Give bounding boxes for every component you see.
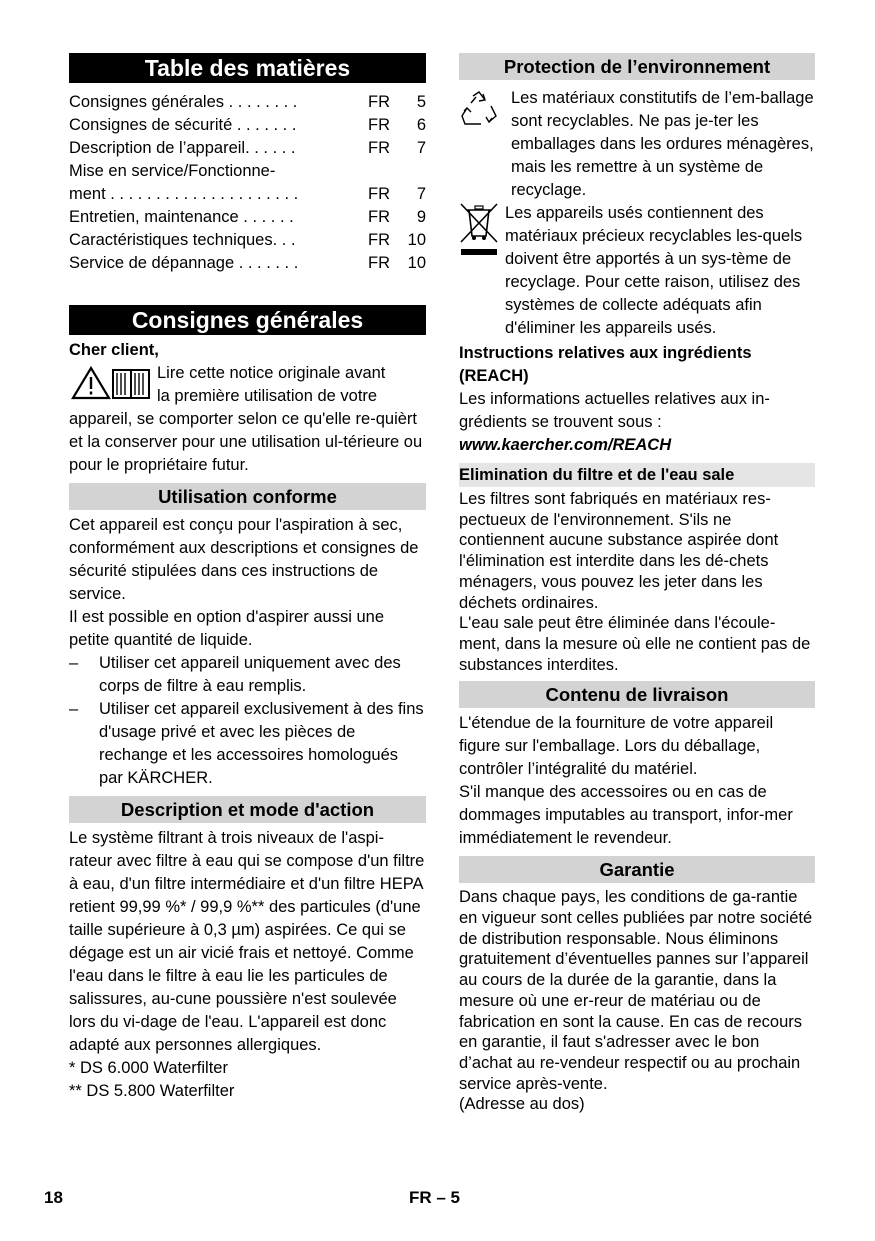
intro-line-2: la première utilisation de votre [157,387,378,405]
delivery-paragraph-2: S'il manque des accessoires ou en cas de dommages imputables au transport, infor-mer immédiatement le revendeur. [459,783,793,848]
page-number: 18 [44,1188,63,1207]
toc-row[interactable]: Entretien, maintenance . . . . . . FR 9 [69,208,426,226]
toc-row[interactable]: Consignes de sécurité . . . . . . . FR 6 [69,116,426,134]
list-item: – Utiliser cet appareil exclusivement à des fins d'usage privé et avec les pièces de rechange et les accessoires homologués par KÄRCHER. [69,700,424,787]
intro-block [69,362,426,408]
general-heading: Consignes générales [69,305,426,335]
use-heading: Utilisation conforme [69,483,426,510]
filter-paragraph-1: Les filtres sont fabriqués en matériaux res-pectueux de l'environnement. S'ils ne contiennent aucune substance aspirée dont l'élimination est interdite dans les dé-chets ménagers, vous pouvez les jeter dans les déchets ordinaires. [459,490,779,612]
filter-heading: Elimination du filtre et de l'eau sale [459,463,815,487]
filter-paragraph-2: L'eau sale peut être éliminée dans l'écoule-ment, dans la mesure où elle ne contient pas de substances interdites. [459,614,811,674]
recycling-icon [459,90,511,130]
reach-heading: Instructions relatives aux ingrédients (REACH) [459,344,752,385]
intro-rest: appareil, se comporter selon ce qu'elle re-quièrt et la conserver pour une utilisation ul-térieure ou pour le propriétaire futur. [69,410,423,474]
toc-list [69,91,426,275]
use-paragraph-2: Il est possible en option d'aspirer aussi une petite quantité de liquide. [69,608,385,649]
warranty-address-note: (Adresse au dos) [459,1095,585,1114]
description-heading: Description et mode d'action [69,796,426,823]
toc-row[interactable]: Service de dépannage . . . . . . . FR 10 [69,254,426,272]
right-column [459,53,815,1115]
toc-row[interactable]: Caractéristiques techniques. . . FR 10 [69,231,426,249]
page-reference: FR – 5 [409,1188,461,1207]
warranty-paragraph: Dans chaque pays, les conditions de ga-rantie en vigueur sont celles publiées par notre société de distribution responsable. Nous éliminons gratuitement d’éventuelles pannes sur l’appareil au cours de la durée de la garantie, dans la mesure où une er-reur de matériau ou de fabrication en sont la cause. En cas de recours en garantie, il faut s'adresser avec le bon d’achat au re-vendeur respectif ou au prochain service après-vente. [459,888,813,1093]
toc-row[interactable]: ment . . . . . . . . . . . . . . . . . . . . . FR 7 [69,185,426,203]
footnote-1: * DS 6.000 Waterfilter [69,1059,228,1077]
delivery-paragraph-1: L'étendue de la fourniture de votre appareil figure sur l'emballage. Lors du déballage, contrôler l’intégralité du matériel. [459,714,774,779]
reach-text: Les informations actuelles relatives aux in-grédients se trouvent sous : [459,390,770,431]
warranty-heading: Garantie [459,856,815,883]
greeting: Cher client, [69,341,159,359]
toc-row[interactable]: Consignes générales . . . . . . . . FR 5 [69,93,426,111]
list-item: – Utiliser cet appareil uniquement avec des corps de filtre à eau remplis. [69,654,401,695]
toc-wrap-line[interactable]: Mise en service/Fonctionne- [69,162,276,180]
warning-manual-icon [69,362,157,402]
description-paragraph: Le système filtrant à trois niveaux de l'aspi-rateur avec filtre à eau qui se compose d'un filtre à eau, d'un filtre intermédiaire et d'un filtre HEPA retient 99,99 %* / 99,9 %** des particules (d'une taille supérieure à 0,3 µm) aspirées. Ce qui se dégage est un air vicié frais et nettoyé. Comme l'eau dans le filtre à eau lie les particules de salissures, au-cune poussière n'est soulevée lors du vi-dage de l'eau. L'appareil est donc adapté aux personnes allergiques. [69,829,425,1054]
intro-line-1: Lire cette notice originale avant [157,364,386,382]
recycling-text: Les matériaux constitutifs de l’em-ballage sont recyclables. Ne pas je-ter les emballages dans les ordures ménagères, mais les remettre à un système de recyclage. [511,89,814,199]
crossed-bin-icon [459,202,505,264]
toc-heading: Table des matières [69,53,426,83]
left-column [69,53,426,1103]
environment-heading: Protection de l’environnement [459,53,815,80]
use-paragraph-1: Cet appareil est conçu pour l'aspiration à sec, conformément aux descriptions et consignes de sécurité stipulées dans ces instructions de service. [69,516,419,603]
weee-text: Les appareils usés contiennent des matériaux précieux recyclables les-quels doivent être apportés à un sys-tème de recyclage. Pour cette raison, utilisez des systèmes de collecte adéquats afin d'éliminer les appareils usés. [505,204,803,337]
toc-row[interactable]: Description de l’appareil. . . . . . FR 7 [69,139,426,157]
reach-link[interactable]: www.kaercher.com/REACH [459,436,672,454]
weee-block [459,202,815,340]
footnote-2: ** DS 5.800 Waterfilter [69,1082,235,1100]
delivery-heading: Contenu de livraison [459,681,815,708]
recycling-block [459,90,815,202]
